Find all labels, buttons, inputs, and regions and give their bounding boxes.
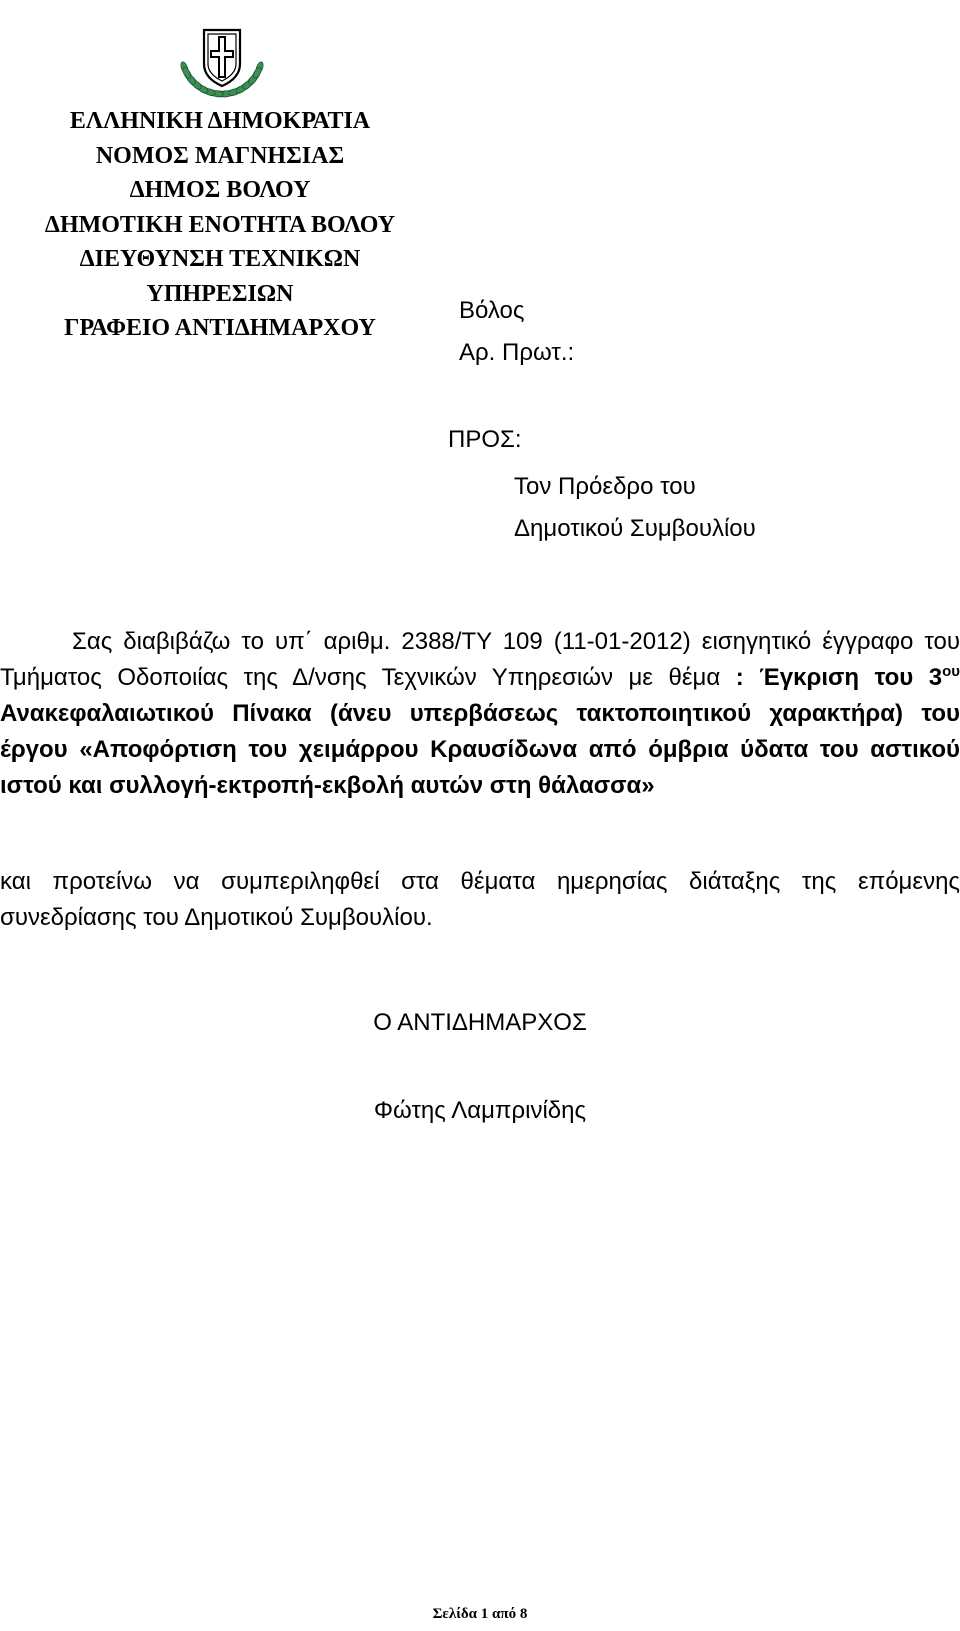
- ordinal-suffix: ου: [942, 663, 960, 680]
- subject-approval-text: : Έγκριση του 3: [735, 664, 943, 691]
- body-paragraph-2: και προτείνω να συμπεριληφθεί στα θέματα ημερησίας διάταξης της επόμενης συνεδρίασης του Δημοτικού Συμβουλίου.: [0, 868, 960, 931]
- header-line-municipal-unit: ΔΗΜΟΤΙΚΗ ΕΝΟΤΗΤΑ ΒΟΛΟΥ: [44, 211, 396, 238]
- emblem-graphic: [174, 4, 270, 100]
- header-line-directorate: ΔΙΕΥΘΥΝΣΗ ΤΕΧΝΙΚΩΝ: [79, 246, 361, 272]
- signature-title: Ο ΑΝΤΙΔΗΜΑΡΧΟΣ: [373, 1009, 587, 1036]
- header-line-office: ΓΡΑΦΕΙΟ ΑΝΤΙΔΗΜΑΡΧΟΥ: [64, 315, 376, 341]
- protocol-label: Αρ. Πρωτ.:: [459, 339, 575, 366]
- recipient-to-label: ΠΡΟΣ:: [448, 426, 522, 453]
- header-line-prefecture: ΝΟΜΟΣ ΜΑΓΝΗΣΙΑΣ: [95, 142, 345, 169]
- body-p1-text: Σας διαβιβάζω το υπ΄ αριθμ. 2388/ΤΥ 109 (11-01-2012) εισηγητικό έγγραφο του Τμήματος Οδοποιίας της Δ/νσης Τεχνικών Υπηρεσιών με θέμα: [0, 628, 960, 691]
- subject-project-text: Ανακεφαλαιωτικού Πίνακα (άνευ υπερβάσεως τακτοποιητικού χαρακτήρα) του έργου «Αποφόρτιση του χειμάρρου Κραυσίδωνα από όμβρια ύδατα του αστικού ιστού και συλλογή-εκτροπή-εκβολή αυτών στη θάλασσα»: [0, 700, 960, 799]
- place-label: Βόλος: [459, 297, 525, 324]
- signature-name: Φώτης Λαμπρινίδης: [373, 1097, 587, 1124]
- body-paragraph-1: [0, 624, 960, 804]
- header-line-republic: ΕΛΛΗΝΙΚΗ ΔΗΜΟΚΡΑΤΙΑ: [69, 108, 371, 134]
- greek-coat-of-arms-emblem: [174, 4, 270, 100]
- header-line-services: ΥΠΗΡΕΣΙΩΝ: [146, 280, 294, 307]
- page-number-footer: Σελίδα 1 από 8: [432, 1606, 528, 1622]
- recipient-line-2: Δημοτικού Συμβουλίου: [514, 515, 756, 542]
- header-line-municipality: ΔΗΜΟΣ ΒΟΛΟΥ: [129, 177, 311, 203]
- recipient-line-1: Τον Πρόεδρο του: [514, 473, 696, 500]
- issuer-header: [10, 104, 430, 346]
